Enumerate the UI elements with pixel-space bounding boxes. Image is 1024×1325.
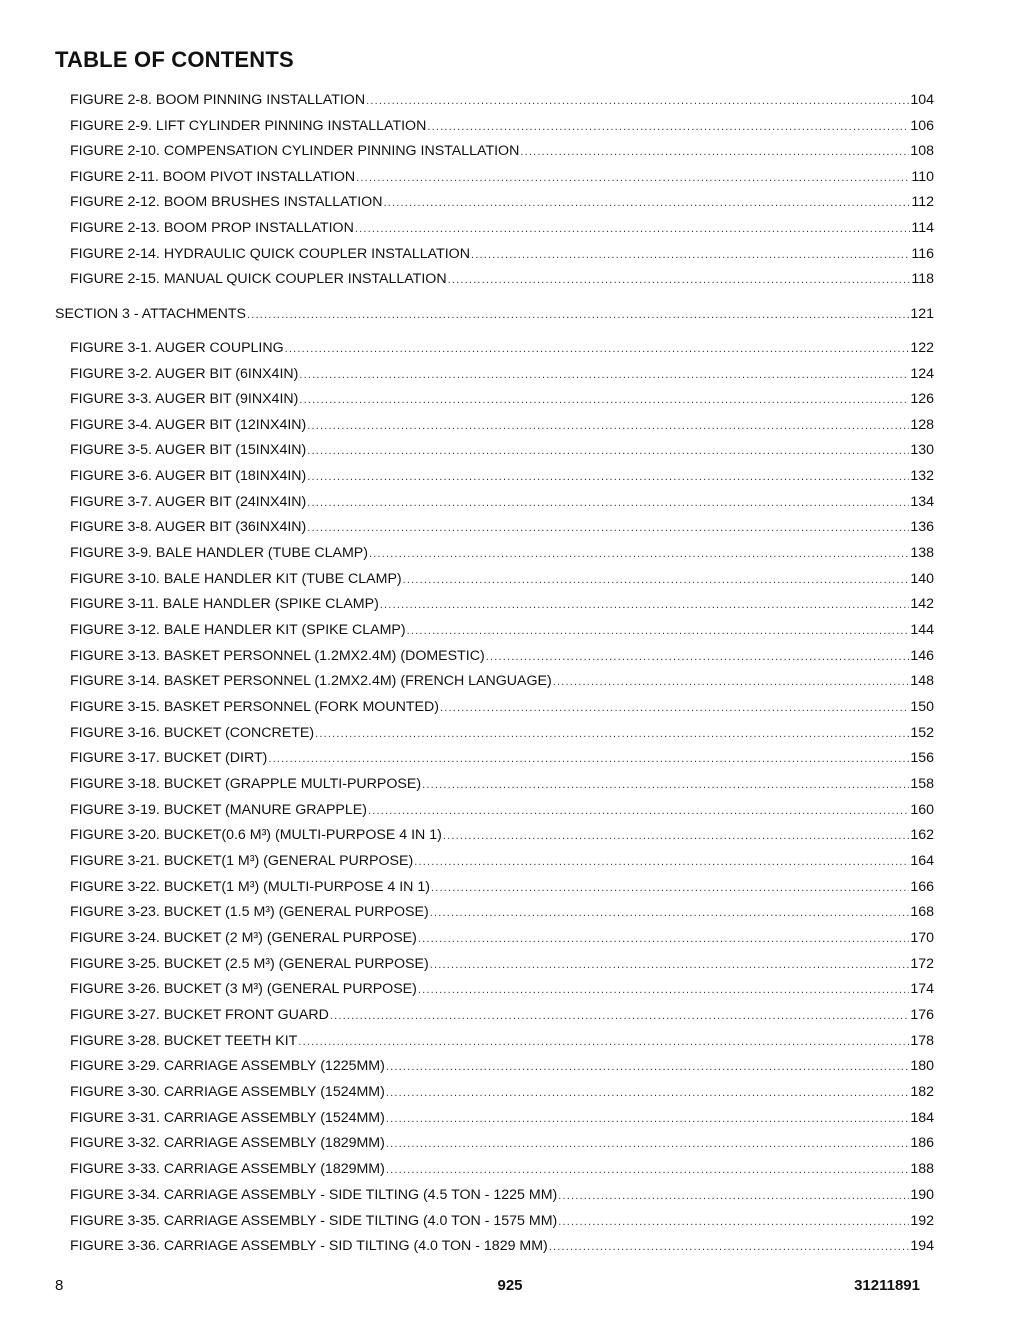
toc-entry-label: FIGURE 2-10. COMPENSATION CYLINDER PINNING INSTALLATION [70,143,520,159]
toc-entry-page: 186 [910,1135,934,1151]
toc-entry-label: FIGURE 3-36. CARRIAGE ASSEMBLY - SID TILTING (4.0 TON - 1829 MM) [70,1238,548,1254]
toc-entry-page: 110 [911,169,934,185]
toc-entry[interactable] [70,1006,934,1024]
toc-entry-label: FIGURE 3-15. BASKET PERSONNEL (FORK MOUNTED) [70,699,439,715]
toc-entry-page: 132 [910,468,934,484]
toc-entry[interactable] [70,826,934,844]
toc-entry-page: 106 [910,118,934,134]
toc-entry[interactable] [70,1237,934,1255]
toc-entry-label: FIGURE 3-27. BUCKET FRONT GUARD [70,1007,329,1023]
leader-dots [307,494,909,512]
toc-entry-label: FIGURE 3-30. CARRIAGE ASSEMBLY (1524MM) [70,1084,385,1100]
toc-entry-page: 122 [910,340,934,356]
toc-entry-label: FIGURE 3-34. CARRIAGE ASSEMBLY - SIDE TILTING (4.5 TON - 1225 MM) [70,1187,558,1203]
toc-entry-page: 182 [910,1084,934,1100]
toc-entry[interactable] [70,1057,934,1075]
toc-entry-page: 128 [910,417,934,433]
toc-entry-label: FIGURE 3-31. CARRIAGE ASSEMBLY (1524MM) [70,1110,385,1126]
leader-dots [422,776,909,794]
toc-entry[interactable] [70,245,934,263]
toc-entry[interactable] [70,980,934,998]
toc-entry-label: FIGURE 3-24. BUCKET (2 M³) (GENERAL PURPOSE) [70,930,417,946]
leader-dots [299,366,909,384]
toc-entry-page: 164 [910,853,934,869]
toc-entry-label: FIGURE 3-35. CARRIAGE ASSEMBLY - SIDE TILTING (4.0 TON - 1575 MM) [70,1213,558,1229]
toc-entry-label: FIGURE 3-1. AUGER COUPLING [70,340,284,356]
toc-entry-page: 126 [910,391,934,407]
toc-entry-label: FIGURE 3-33. CARRIAGE ASSEMBLY (1829MM) [70,1161,385,1177]
toc-entry-label: FIGURE 3-16. BUCKET (CONCRETE) [70,725,315,741]
footer-model: 925 [497,1277,523,1294]
toc-entry-label: FIGURE 3-22. BUCKET(1 M³) (MULTI-PURPOSE 4 IN 1) [70,879,430,895]
toc-entry[interactable] [70,339,934,357]
toc-entry-label: FIGURE 3-13. BASKET PERSONNEL (1.2MX2.4M) (DOMESTIC) [70,648,485,664]
leader-dots [418,981,909,999]
toc-entry-label: FIGURE 3-9. BALE HANDLER (TUBE CLAMP) [70,545,368,561]
leader-dots [356,169,910,187]
toc-entry[interactable] [70,1160,934,1178]
toc-entry-label: FIGURE 3-17. BUCKET (DIRT) [70,750,268,766]
toc-entry[interactable] [70,570,934,588]
toc-entry-label: FIGURE 3-25. BUCKET (2.5 M³) (GENERAL PURPOSE) [70,956,429,972]
toc-entry[interactable] [70,878,934,896]
leader-dots [386,1110,909,1128]
toc-entry-label: FIGURE 2-8. BOOM PINNING INSTALLATION [70,92,366,108]
toc-entry-page: 168 [910,904,934,920]
toc-entry[interactable] [70,929,934,947]
toc-entry[interactable] [70,955,934,973]
leader-dots [386,1161,909,1179]
toc-entry[interactable] [70,647,934,665]
leader-dots [368,802,909,820]
toc-entry-page: 176 [910,1007,934,1023]
toc-entry[interactable] [70,775,934,793]
leader-dots [366,92,909,110]
toc-entry-label: FIGURE 3-29. CARRIAGE ASSEMBLY (1225MM) [70,1058,385,1074]
toc-entry-page: 150 [910,699,934,715]
toc-entry[interactable] [70,219,934,237]
toc-entry[interactable] [70,270,934,288]
toc-entry-page: 114 [911,220,934,236]
toc-section-entry[interactable] [55,305,934,323]
toc-entry-page: 136 [910,519,934,535]
leader-dots [553,673,910,691]
leader-dots [431,879,909,897]
toc-entry-label: FIGURE 3-14. BASKET PERSONNEL (1.2MX2.4M) (FRENCH LANGUAGE) [70,673,552,689]
toc-entry[interactable] [70,544,934,562]
toc-entry-label: FIGURE 3-23. BUCKET (1.5 M³) (GENERAL PURPOSE) [70,904,429,920]
toc-entry-page: 118 [911,271,934,287]
toc-entry[interactable] [70,117,934,135]
page-title: TABLE OF CONTENTS [55,47,294,72]
toc-entry-page: 138 [910,545,934,561]
leader-dots [549,1238,910,1256]
toc-entry[interactable] [70,698,934,716]
toc-entry[interactable] [70,441,934,459]
leader-dots [471,246,910,264]
toc-entry-page: 160 [910,802,934,818]
leader-dots [427,118,909,136]
leader-dots [383,194,910,212]
toc-entry[interactable] [70,193,934,211]
leader-dots [307,519,909,537]
toc-entry-page: 174 [910,981,934,997]
toc-entry-page: 188 [910,1161,934,1177]
toc-entry[interactable] [70,1212,934,1230]
leader-dots [418,930,909,948]
toc-entry-label: FIGURE 3-4. AUGER BIT (12INX4IN) [70,417,307,433]
toc-entry-label: FIGURE 3-12. BALE HANDLER KIT (SPIKE CLAMP) [70,622,406,638]
toc-entry[interactable] [70,801,934,819]
toc-entry[interactable] [70,365,934,383]
toc-entry-page: 172 [910,956,934,972]
toc-entry[interactable] [70,493,934,511]
leader-dots [268,750,909,768]
toc-entry-label: FIGURE 3-28. BUCKET TEETH KIT [70,1033,298,1049]
toc-entry-page: 142 [910,596,934,612]
toc-entry-label: FIGURE 3-8. AUGER BIT (36INX4IN) [70,519,307,535]
toc-entry[interactable] [70,595,934,613]
toc-entry[interactable] [70,390,934,408]
toc-entry-label: FIGURE 3-32. CARRIAGE ASSEMBLY (1829MM) [70,1135,385,1151]
leader-dots [430,956,910,974]
toc-entry-label: FIGURE 3-3. AUGER BIT (9INX4IN) [70,391,299,407]
toc-entry-page: 140 [910,571,934,587]
leader-dots [414,853,909,871]
leader-dots [330,1007,909,1025]
leader-dots [403,571,910,589]
toc-entry[interactable] [70,91,934,109]
leader-dots [307,442,909,460]
toc-entry-page: 108 [910,143,934,159]
leader-dots [380,596,910,614]
toc-entry[interactable] [70,749,934,767]
toc-entry-page: 146 [910,648,934,664]
toc-entry[interactable] [70,1032,934,1050]
toc-entry-page: 180 [910,1058,934,1074]
toc-entry-label: FIGURE 2-15. MANUAL QUICK COUPLER INSTALLATION [70,271,447,287]
toc-entry[interactable] [70,1186,934,1204]
toc-entry[interactable] [70,1083,934,1101]
toc-entry-label: FIGURE 3-20. BUCKET(0.6 M³) (MULTI-PURPOSE 4 IN 1) [70,827,442,843]
footer-page-number: 8 [55,1277,64,1294]
toc-entry-label: FIGURE 3-21. BUCKET(1 M³) (GENERAL PURPOSE) [70,853,414,869]
toc-entry[interactable] [70,518,934,536]
leader-dots [448,271,911,289]
toc-entry-page: 116 [911,246,934,262]
toc-entry-page: 112 [911,194,934,210]
leader-dots [386,1058,909,1076]
toc-entry-label: SECTION 3 - ATTACHMENTS [55,306,247,322]
toc-entry[interactable] [70,621,934,639]
toc-entry-label: FIGURE 2-11. BOOM PIVOT INSTALLATION [70,169,356,185]
toc-entry-page: 124 [910,366,934,382]
toc-entry-label: FIGURE 3-26. BUCKET (3 M³) (GENERAL PURPOSE) [70,981,417,997]
toc-entry-page: 192 [910,1213,934,1229]
toc-entry-label: FIGURE 3-6. AUGER BIT (18INX4IN) [70,468,307,484]
toc-entry-page: 134 [910,494,934,510]
toc-entry-page: 104 [910,92,934,108]
toc-entry-page: 194 [910,1238,934,1254]
toc-entry-label: FIGURE 3-10. BALE HANDLER KIT (TUBE CLAMP) [70,571,402,587]
leader-dots [520,143,909,161]
toc-entry-page: 162 [910,827,934,843]
leader-dots [440,699,909,717]
leader-dots [443,827,910,845]
toc-entry-page: 144 [910,622,934,638]
toc-entry-page: 178 [910,1033,934,1049]
toc-entry-page: 148 [910,673,934,689]
toc-entry-label: FIGURE 3-2. AUGER BIT (6INX4IN) [70,366,299,382]
toc-entry-label: FIGURE 2-14. HYDRAULIC QUICK COUPLER INSTALLATION [70,246,470,262]
leader-dots [558,1213,909,1231]
toc-entry-label: FIGURE 3-19. BUCKET (MANURE GRAPPLE) [70,802,367,818]
leader-dots [307,468,909,486]
leader-dots [386,1084,909,1102]
leader-dots [355,220,911,238]
toc-entry[interactable] [70,724,934,742]
toc-entry-page: 170 [910,930,934,946]
toc-entry[interactable] [70,852,934,870]
toc-entry[interactable] [70,467,934,485]
toc-entry-label: FIGURE 2-9. LIFT CYLINDER PINNING INSTALLATION [70,118,427,134]
toc-entry-label: FIGURE 3-11. BALE HANDLER (SPIKE CLAMP) [70,596,379,612]
toc-entry-page: 166 [910,879,934,895]
toc-entry[interactable] [70,168,934,186]
leader-dots [299,391,909,409]
leader-dots [369,545,909,563]
toc-entry[interactable] [70,1134,934,1152]
toc-entry-label: FIGURE 2-12. BOOM BRUSHES INSTALLATION [70,194,383,210]
toc-entry[interactable] [70,416,934,434]
toc-entry-label: FIGURE 2-13. BOOM PROP INSTALLATION [70,220,354,236]
toc-entry[interactable] [70,672,934,690]
leader-dots [285,340,910,358]
leader-dots [298,1033,909,1051]
toc-entry-label: FIGURE 3-7. AUGER BIT (24INX4IN) [70,494,307,510]
leader-dots [407,622,910,640]
leader-dots [247,306,909,324]
toc-entry[interactable] [70,142,934,160]
leader-dots [486,648,910,666]
toc-entry-page: 130 [910,442,934,458]
toc-entry-page: 184 [910,1110,934,1126]
leader-dots [430,904,910,922]
toc-entry-page: 156 [910,750,934,766]
leader-dots [558,1187,909,1205]
toc-entry-label: FIGURE 3-18. BUCKET (GRAPPLE MULTI-PURPOSE) [70,776,422,792]
toc-entry[interactable] [70,903,934,921]
footer-doc-number: 31211891 [854,1277,920,1294]
toc-entry[interactable] [70,1109,934,1127]
leader-dots [386,1135,909,1153]
toc-entry-page: 121 [910,306,934,322]
leader-dots [315,725,909,743]
toc-entry-page: 152 [910,725,934,741]
toc-entry-page: 190 [910,1187,934,1203]
toc-entry-label: FIGURE 3-5. AUGER BIT (15INX4IN) [70,442,307,458]
leader-dots [307,417,909,435]
toc-entry-page: 158 [910,776,934,792]
